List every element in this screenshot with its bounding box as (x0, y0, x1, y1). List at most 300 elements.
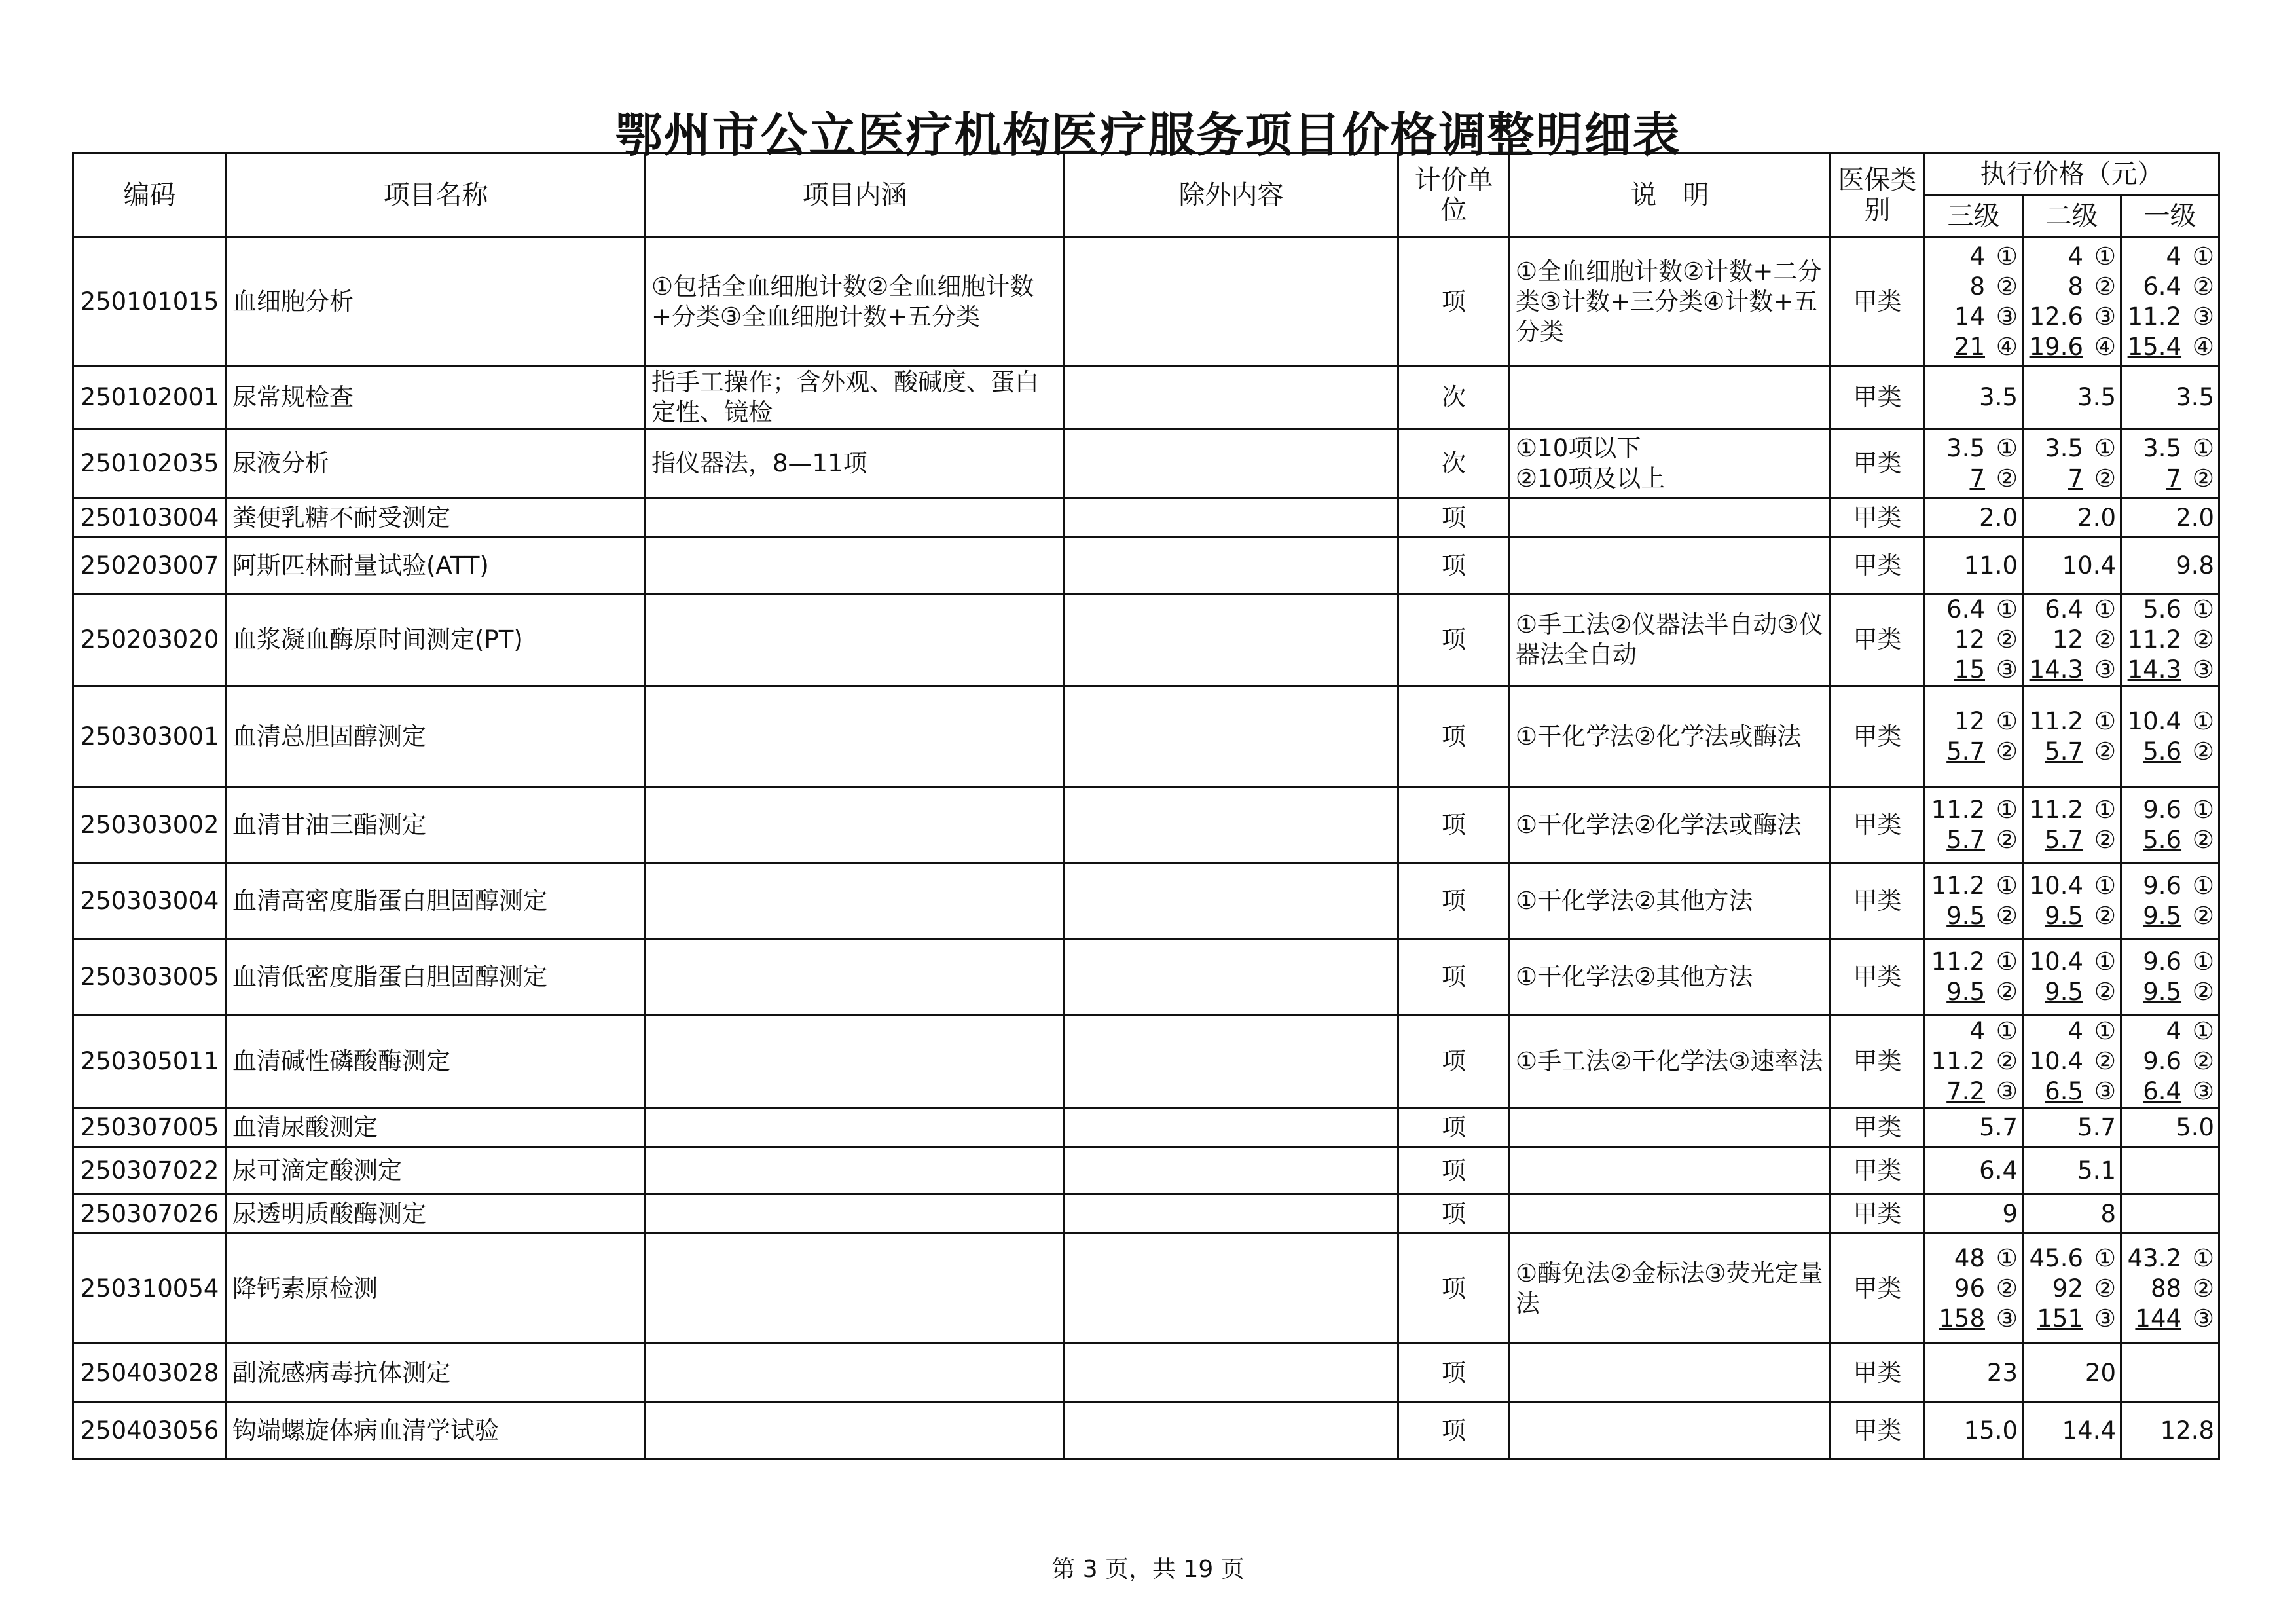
price-level3 (1925, 1234, 2023, 1344)
item-unit: 项 (1398, 594, 1510, 686)
item-unit: 项 (1398, 1344, 1510, 1403)
method-marker: ② (2094, 901, 2116, 930)
price-level1 (2121, 594, 2219, 686)
item-note (1510, 1194, 1831, 1234)
price-level3: 6.4 (1925, 1147, 2023, 1194)
method-marker: ② (2192, 1274, 2215, 1302)
price-level1 (2121, 1344, 2219, 1403)
header-price: 执行价格（元） (1925, 153, 2219, 195)
method-marker: ② (2192, 977, 2215, 1006)
price-value: 11.2 (2127, 302, 2182, 331)
price-line (1929, 242, 2018, 272)
price-line (2028, 737, 2116, 767)
method-marker: ① (2192, 871, 2215, 900)
price-value: 4 (1969, 242, 1985, 270)
item-exclude (1065, 1234, 1398, 1344)
price-line (1929, 302, 2018, 332)
price-line (2028, 595, 2116, 625)
price-line (1929, 1077, 2018, 1107)
table-row (73, 1403, 2219, 1459)
table-row (73, 1108, 2219, 1147)
price-value: 5.6 (2143, 737, 2182, 766)
item-content (646, 863, 1065, 939)
item-insurance: 甲类 (1831, 1108, 1925, 1147)
item-name: 尿常规检查 (227, 367, 646, 429)
price-line (2126, 795, 2214, 825)
item-insurance: 甲类 (1831, 787, 1925, 863)
price-value: 10.4 (2029, 947, 2083, 976)
price-line (2126, 272, 2214, 302)
item-exclude (1065, 1147, 1398, 1194)
price-value: 96 (1954, 1274, 1985, 1302)
item-unit: 项 (1398, 1015, 1510, 1108)
price-value: 5.6 (2143, 825, 2182, 854)
price-value: 12 (1954, 625, 1985, 654)
item-unit: 项 (1398, 1194, 1510, 1234)
method-marker: ③ (2094, 1077, 2116, 1105)
table-row (73, 367, 2219, 429)
price-level2 (2023, 939, 2121, 1015)
item-insurance: 甲类 (1831, 429, 1925, 498)
price-line (2126, 1077, 2214, 1107)
method-marker: ② (2192, 825, 2215, 854)
method-marker: ② (2094, 737, 2116, 766)
price-level3 (1925, 1015, 2023, 1108)
price-level2: 2.0 (2023, 498, 2121, 538)
item-code: 250310054 (73, 1234, 227, 1344)
price-value: 10.4 (2127, 707, 2182, 735)
item-name: 阿斯匹林耐量试验(ATT) (227, 538, 646, 594)
price-line (2028, 655, 2116, 685)
price-level3: 15.0 (1925, 1403, 2023, 1459)
item-note (1510, 538, 1831, 594)
item-code: 250203020 (73, 594, 227, 686)
price-value: 5.7 (2045, 825, 2083, 854)
header-level2: 二级 (2023, 195, 2121, 237)
item-note (1510, 367, 1831, 429)
item-insurance: 甲类 (1831, 863, 1925, 939)
item-insurance: 甲类 (1831, 1015, 1925, 1108)
price-line (2126, 302, 2214, 332)
item-unit: 项 (1398, 538, 1510, 594)
price-line (1929, 655, 2018, 685)
item-content (646, 594, 1065, 686)
price-level1 (2121, 237, 2219, 367)
item-insurance: 甲类 (1831, 1194, 1925, 1234)
price-line (2028, 825, 2116, 855)
price-line (2126, 977, 2214, 1007)
table-row (73, 237, 2219, 367)
method-marker: ③ (2192, 1077, 2215, 1105)
price-line (2028, 977, 2116, 1007)
item-exclude (1065, 498, 1398, 538)
item-unit: 项 (1398, 787, 1510, 863)
method-marker: ① (1995, 795, 2018, 824)
item-code: 250307026 (73, 1194, 227, 1234)
price-value: 88 (2150, 1274, 2182, 1302)
item-name: 血细胞分析 (227, 237, 646, 367)
method-marker: ② (1995, 901, 2018, 930)
price-value: 151 (2037, 1304, 2083, 1333)
item-name: 粪便乳糖不耐受测定 (227, 498, 646, 538)
method-marker: ② (1995, 464, 2018, 492)
price-line (1929, 625, 2018, 655)
method-marker: ④ (2192, 332, 2215, 361)
price-value: 9.6 (2143, 947, 2182, 976)
price-level2 (2023, 686, 2121, 787)
price-line (1929, 1046, 2018, 1077)
price-value: 48 (1954, 1244, 1985, 1272)
item-exclude (1065, 594, 1398, 686)
method-marker: ② (2192, 272, 2215, 301)
item-exclude (1065, 939, 1398, 1015)
price-line (2028, 871, 2116, 901)
method-marker: ② (1995, 825, 2018, 854)
price-level1: 3.5 (2121, 367, 2219, 429)
header-level1: 一级 (2121, 195, 2219, 237)
item-note: ①干化学法②化学法或酶法 (1510, 686, 1831, 787)
item-exclude (1065, 863, 1398, 939)
item-note: ①酶免法②金标法③荧光定量法 (1510, 1234, 1831, 1344)
item-note (1510, 1108, 1831, 1147)
price-line (1929, 707, 2018, 737)
price-line (2028, 625, 2116, 655)
price-level1 (2121, 939, 2219, 1015)
item-code: 250303004 (73, 863, 227, 939)
item-exclude (1065, 686, 1398, 787)
price-line (1929, 795, 2018, 825)
method-marker: ③ (2094, 302, 2116, 331)
item-content (646, 939, 1065, 1015)
item-exclude (1065, 1344, 1398, 1403)
method-marker: ④ (1995, 332, 2018, 361)
item-content (646, 1015, 1065, 1108)
price-value: 158 (1939, 1304, 1985, 1333)
price-level3: 11.0 (1925, 538, 2023, 594)
item-note (1510, 1344, 1831, 1403)
price-value: 15.4 (2127, 332, 2182, 361)
price-line (2028, 1077, 2116, 1107)
price-line (1929, 947, 2018, 977)
price-value: 45.6 (2029, 1244, 2083, 1272)
price-level1 (2121, 1194, 2219, 1234)
item-insurance: 甲类 (1831, 939, 1925, 1015)
method-marker: ② (1995, 1274, 2018, 1302)
page-footer: 第 3 页，共 19 页 (1051, 1556, 1245, 1583)
method-marker: ④ (2094, 332, 2116, 361)
method-marker: ② (2094, 1046, 2116, 1075)
price-level2 (2023, 237, 2121, 367)
item-unit: 项 (1398, 939, 1510, 1015)
price-value: 8 (1969, 272, 1985, 301)
method-marker: ① (2094, 1016, 2116, 1045)
price-value: 4 (2068, 1016, 2083, 1045)
method-marker: ① (1995, 947, 2018, 976)
price-level3: 2.0 (1925, 498, 2023, 538)
table-row (73, 686, 2219, 787)
item-content: ①包括全血细胞计数②全血细胞计数+分类③全血细胞计数+五分类 (646, 237, 1065, 367)
price-value: 6.4 (2045, 595, 2083, 623)
method-marker: ② (1995, 977, 2018, 1006)
method-marker: ③ (2192, 655, 2215, 684)
method-marker: ① (1995, 434, 2018, 462)
price-level1 (2121, 1147, 2219, 1194)
price-value: 9.5 (2143, 901, 2182, 930)
page-title: 鄂州市公立医疗机构医疗服务项目价格调整明细表 (615, 107, 1681, 162)
price-line (1929, 1016, 2018, 1046)
price-line (2126, 1244, 2214, 1274)
item-code: 250305011 (73, 1015, 227, 1108)
table-row (73, 939, 2219, 1015)
price-line (2126, 1046, 2214, 1077)
item-exclude (1065, 429, 1398, 498)
item-code: 250303002 (73, 787, 227, 863)
item-name: 血清甘油三酯测定 (227, 787, 646, 863)
item-code: 250203007 (73, 538, 227, 594)
price-line (1929, 595, 2018, 625)
item-note: ①手工法②干化学法③速率法 (1510, 1015, 1831, 1108)
price-line (2126, 434, 2214, 464)
item-note (1510, 498, 1831, 538)
method-marker: ② (1995, 737, 2018, 766)
item-name: 副流感病毒抗体测定 (227, 1344, 646, 1403)
method-marker: ② (2094, 825, 2116, 854)
method-marker: ② (2094, 464, 2116, 492)
method-marker: ② (2192, 464, 2215, 492)
header-insurance: 医保类别 (1831, 153, 1925, 237)
item-name: 尿透明质酸酶测定 (227, 1194, 646, 1234)
price-level1: 9.8 (2121, 538, 2219, 594)
header-exclude: 除外内容 (1065, 153, 1398, 237)
item-note (1510, 1403, 1831, 1459)
item-code: 250403056 (73, 1403, 227, 1459)
item-code: 250307005 (73, 1108, 227, 1147)
method-marker: ① (1995, 595, 2018, 623)
item-name: 降钙素原检测 (227, 1234, 646, 1344)
price-value: 7 (1969, 464, 1985, 492)
price-line (1929, 977, 2018, 1007)
method-marker: ② (2094, 625, 2116, 654)
price-value: 3.5 (2143, 434, 2182, 462)
price-value: 9.5 (1946, 901, 1985, 930)
method-marker: ② (1995, 272, 2018, 301)
price-level3: 9 (1925, 1194, 2023, 1234)
price-value: 9.5 (1946, 977, 1985, 1006)
price-line (2028, 1046, 2116, 1077)
method-marker: ② (1995, 1046, 2018, 1075)
item-exclude (1065, 787, 1398, 863)
method-marker: ① (2192, 795, 2215, 824)
price-value: 5.6 (2143, 595, 2182, 623)
item-unit: 次 (1398, 429, 1510, 498)
price-value: 43.2 (2127, 1244, 2182, 1272)
table-row (73, 1234, 2219, 1344)
method-marker: ③ (2094, 1304, 2116, 1333)
item-insurance: 甲类 (1831, 686, 1925, 787)
price-line (2028, 707, 2116, 737)
price-level3 (1925, 863, 2023, 939)
item-unit: 项 (1398, 1147, 1510, 1194)
item-name: 尿可滴定酸测定 (227, 1147, 646, 1194)
item-name: 血清高密度脂蛋白胆固醇测定 (227, 863, 646, 939)
method-marker: ① (2192, 1244, 2215, 1272)
price-line (1929, 272, 2018, 302)
item-code: 250307022 (73, 1147, 227, 1194)
item-exclude (1065, 237, 1398, 367)
method-marker: ① (2094, 707, 2116, 735)
price-value: 14.3 (2127, 655, 2182, 684)
price-level1 (2121, 429, 2219, 498)
price-line (1929, 1304, 2018, 1334)
price-level2: 5.7 (2023, 1108, 2121, 1147)
price-line (2028, 1244, 2116, 1274)
method-marker: ① (2094, 871, 2116, 900)
item-name: 尿液分析 (227, 429, 646, 498)
table-row (73, 1194, 2219, 1234)
price-level1 (2121, 1015, 2219, 1108)
item-note: ①干化学法②其他方法 (1510, 939, 1831, 1015)
price-level2: 14.4 (2023, 1403, 2121, 1459)
price-line (2028, 795, 2116, 825)
price-level1: 12.8 (2121, 1403, 2219, 1459)
table-row (73, 429, 2219, 498)
price-value: 9.5 (2045, 901, 2083, 930)
price-line (2126, 737, 2214, 767)
method-marker: ① (2192, 595, 2215, 623)
price-line (2028, 272, 2116, 302)
item-unit: 项 (1398, 1108, 1510, 1147)
item-note: ①10项以下 ②10项及以上 (1510, 429, 1831, 498)
header-level3: 三级 (1925, 195, 2023, 237)
method-marker: ① (2192, 947, 2215, 976)
item-content (646, 1234, 1065, 1344)
method-marker: ① (2192, 434, 2215, 462)
item-unit: 项 (1398, 237, 1510, 367)
method-marker: ① (1995, 707, 2018, 735)
price-value: 7 (2166, 464, 2182, 492)
price-value: 3.5 (1946, 434, 1985, 462)
price-level2 (2023, 787, 2121, 863)
price-line (2028, 464, 2116, 494)
method-marker: ① (1995, 1016, 2018, 1045)
price-line (1929, 737, 2018, 767)
method-marker: ② (2192, 901, 2215, 930)
price-value: 6.4 (1946, 595, 1985, 623)
method-marker: ① (2192, 242, 2215, 270)
price-value: 9.6 (2143, 1046, 2182, 1075)
price-value: 12.6 (2029, 302, 2083, 331)
price-level1 (2121, 686, 2219, 787)
price-line (2028, 434, 2116, 464)
item-content (646, 498, 1065, 538)
price-value: 3.5 (2045, 434, 2083, 462)
item-code: 250102001 (73, 367, 227, 429)
item-exclude (1065, 1015, 1398, 1108)
price-value: 8 (2068, 272, 2083, 301)
price-value: 4 (2166, 242, 2182, 270)
price-line (1929, 332, 2018, 362)
price-level3 (1925, 594, 2023, 686)
price-value: 15 (1954, 655, 1985, 684)
price-level1 (2121, 863, 2219, 939)
price-line (2126, 595, 2214, 625)
item-note: ①全血细胞计数②计数+二分类③计数+三分类④计数+五分类 (1510, 237, 1831, 367)
price-line (2028, 302, 2116, 332)
item-exclude (1065, 1403, 1398, 1459)
price-line (2126, 707, 2214, 737)
item-content (646, 1403, 1065, 1459)
price-value: 5.7 (1946, 737, 1985, 766)
item-insurance: 甲类 (1831, 367, 1925, 429)
method-marker: ① (2094, 595, 2116, 623)
method-marker: ③ (1995, 1304, 2018, 1333)
item-content (646, 538, 1065, 594)
header-code: 编码 (73, 153, 227, 237)
price-level3: 23 (1925, 1344, 2023, 1403)
price-level3 (1925, 939, 2023, 1015)
price-line (1929, 901, 2018, 931)
item-exclude (1065, 367, 1398, 429)
price-line (1929, 871, 2018, 901)
method-marker: ① (1995, 242, 2018, 270)
price-value: 11.2 (2127, 625, 2182, 654)
method-marker: ① (1995, 871, 2018, 900)
price-value: 5.7 (2045, 737, 2083, 766)
price-line (2028, 332, 2116, 362)
price-line (2028, 1016, 2116, 1046)
price-value: 11.2 (2029, 795, 2083, 824)
price-level2 (2023, 1234, 2121, 1344)
method-marker: ① (2192, 1016, 2215, 1045)
price-line (1929, 1244, 2018, 1274)
price-line (2028, 947, 2116, 977)
price-level2 (2023, 1015, 2121, 1108)
item-name: 血浆凝血酶原时间测定(PT) (227, 594, 646, 686)
item-content (646, 1147, 1065, 1194)
price-value: 5.7 (1946, 825, 1985, 854)
item-code: 250102035 (73, 429, 227, 498)
item-content (646, 1108, 1065, 1147)
price-level3: 5.7 (1925, 1108, 2023, 1147)
item-insurance: 甲类 (1831, 538, 1925, 594)
price-line (2028, 1304, 2116, 1334)
item-name: 钩端螺旋体病血清学试验 (227, 1403, 646, 1459)
price-level3 (1925, 429, 2023, 498)
price-level3 (1925, 237, 2023, 367)
item-exclude (1065, 1108, 1398, 1147)
item-exclude (1065, 1194, 1398, 1234)
price-line (2126, 625, 2214, 655)
price-level1: 2.0 (2121, 498, 2219, 538)
price-value: 11.2 (2029, 707, 2083, 735)
price-level2: 8 (2023, 1194, 2121, 1234)
price-line (1929, 464, 2018, 494)
method-marker: ② (2094, 977, 2116, 1006)
price-line (2126, 464, 2214, 494)
item-insurance: 甲类 (1831, 594, 1925, 686)
item-content (646, 1194, 1065, 1234)
price-level2 (2023, 429, 2121, 498)
method-marker: ② (2094, 272, 2116, 301)
method-marker: ① (2094, 1244, 2116, 1272)
table-row (73, 863, 2219, 939)
price-value: 11.2 (1931, 947, 1985, 976)
price-value: 12 (1954, 707, 1985, 735)
price-value: 9.6 (2143, 871, 2182, 900)
item-note (1510, 1147, 1831, 1194)
price-value: 92 (2052, 1274, 2083, 1302)
item-name: 血清尿酸测定 (227, 1108, 646, 1147)
